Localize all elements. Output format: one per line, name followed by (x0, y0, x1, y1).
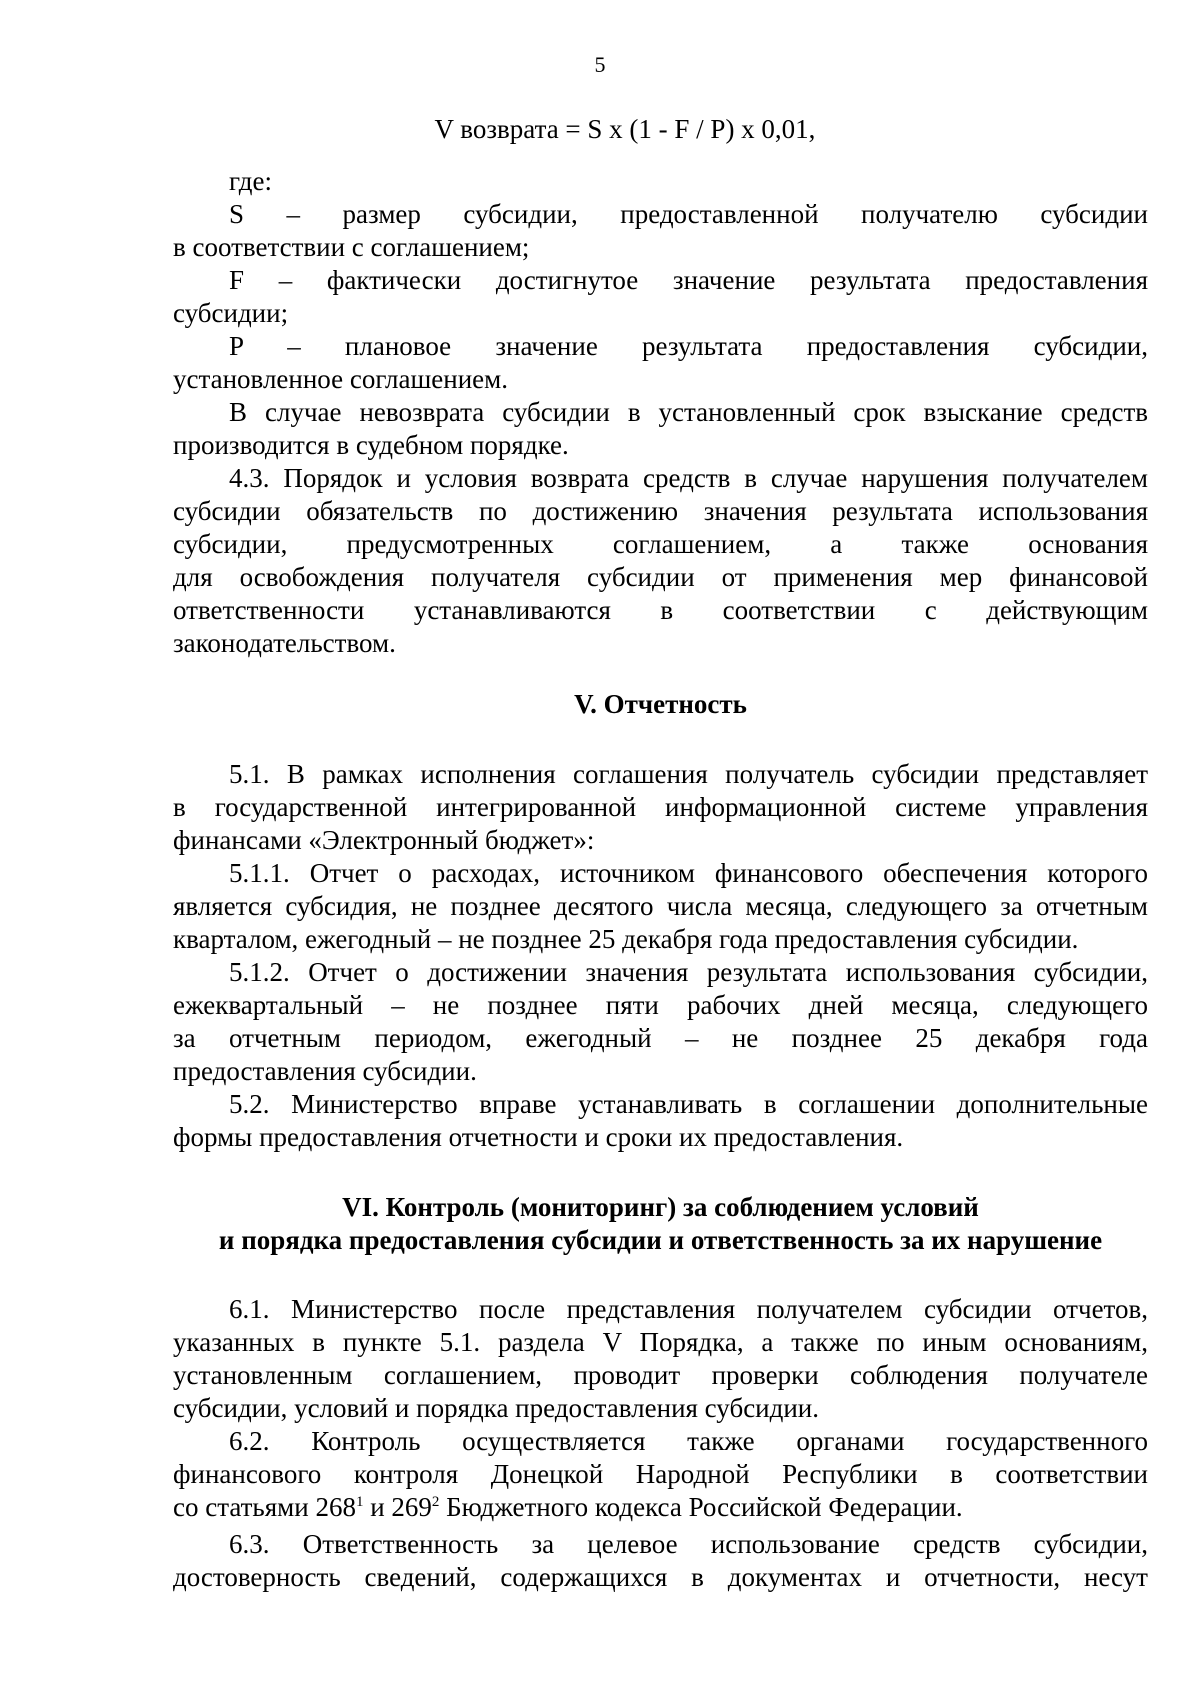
text-line: в государственной интегрированной информационной системе управления (173, 792, 1148, 822)
text-line: субсидии, предусмотренных соглашением, а также основания (173, 529, 1148, 559)
heading-line: VI. Контроль (мониторинг) за соблюдением условий (342, 1192, 979, 1222)
text-line: 5.1. В рамках исполнения соглашения получатель субсидии представляет (229, 759, 1148, 789)
text-line: производится в судебном порядке. (173, 430, 569, 460)
section-vi-block (173, 1293, 1148, 1524)
text-line: в соответствии с соглашением; (173, 232, 530, 262)
section-heading-vi (173, 1191, 1148, 1257)
text-line: P – плановое значение результата предоставления субсидии, (229, 331, 1148, 361)
text-line: является субсидия, не позднее десятого числа месяца, следующего за отчетным (173, 891, 1148, 921)
text-line: 5.1.2. Отчет о достижении значения результата использования субсидии, (229, 957, 1148, 987)
text-line: 6.2. Контроль осуществляется также органами государственного (229, 1426, 1148, 1456)
text-line: субсидии, условий и порядка предоставления субсидии. (173, 1393, 820, 1423)
text-line: финансами «Электронный бюджет»: (173, 825, 595, 855)
section-6-3-block (173, 1528, 1148, 1594)
text-line: 5.1.1. Отчет о расходах, источником финансового обеспечения которого (229, 858, 1148, 888)
text-line: В случае невозврата субсидии в установленный срок взыскание средств (229, 397, 1148, 427)
text-line: установленным соглашением, проводит проверки соблюдения получателе (173, 1360, 1148, 1390)
formula-legend-block (173, 165, 1148, 660)
text-line: S – размер субсидии, предоставленной получателю субсидии (229, 199, 1148, 229)
text-line: формы предоставления отчетности и сроки их предоставления. (173, 1122, 904, 1152)
text-line (173, 1491, 1148, 1524)
text-line: 6.1. Министерство после представления получателем субсидии отчетов, (229, 1294, 1148, 1324)
text-line: достоверность сведений, содержащихся в документах и отчетности, несут (173, 1562, 1148, 1592)
text-fragment: со статьями 268 (173, 1492, 356, 1522)
text-line: установленное соглашением. (173, 364, 508, 394)
heading-line: и порядка предоставления субсидии и ответственность за их нарушение (218, 1225, 1103, 1255)
superscript: 2 (431, 1494, 440, 1510)
text-line: 6.3. Ответственность за целевое использование средств субсидии, (229, 1529, 1148, 1559)
text-line: финансового контроля Донецкой Народной Республики в соответствии (173, 1459, 1148, 1489)
text-fragment: и 269 (363, 1492, 432, 1522)
page-number: 5 (594, 52, 606, 77)
text-line: указанных в пункте 5.1. раздела V Порядка, а также по иным основаниям, (173, 1327, 1148, 1357)
text-line: законодательством. (173, 628, 396, 658)
text-line: F – фактически достигнутое значение результата предоставления (229, 265, 1148, 295)
text-line: для освобождения получателя субсидии от применения мер финансовой (173, 562, 1148, 592)
text-line: за отчетным периодом, ежегодный – не позднее 25 декабря года (173, 1023, 1148, 1053)
text-line: 5.2. Министерство вправе устанавливать в соглашении дополнительные (229, 1089, 1148, 1119)
text-fragment: Бюджетного кодекса Российской Федерации. (439, 1492, 963, 1522)
text-line: ежеквартальный – не позднее пяти рабочих дней месяца, следующего (173, 990, 1148, 1020)
section-heading-v: V. Отчетность (574, 689, 747, 719)
text-line: где: (229, 166, 272, 196)
superscript: 1 (355, 1494, 364, 1510)
section-v-block (173, 758, 1148, 1154)
text-line: субсидии; (173, 298, 289, 328)
text-line: субсидии обязательств по достижению значения результата использования (173, 496, 1148, 526)
return-formula: V возврата = S x (1 - F / P) x 0,01, (434, 114, 816, 144)
text-line: предоставления субсидии. (173, 1056, 477, 1086)
text-line: 4.3. Порядок и условия возврата средств в случае нарушения получателем (229, 463, 1148, 493)
text-line: кварталом, ежегодный – не позднее 25 декабря года предоставления субсидии. (173, 924, 1079, 954)
text-line: ответственности устанавливаются в соответствии с действующим (173, 595, 1148, 625)
